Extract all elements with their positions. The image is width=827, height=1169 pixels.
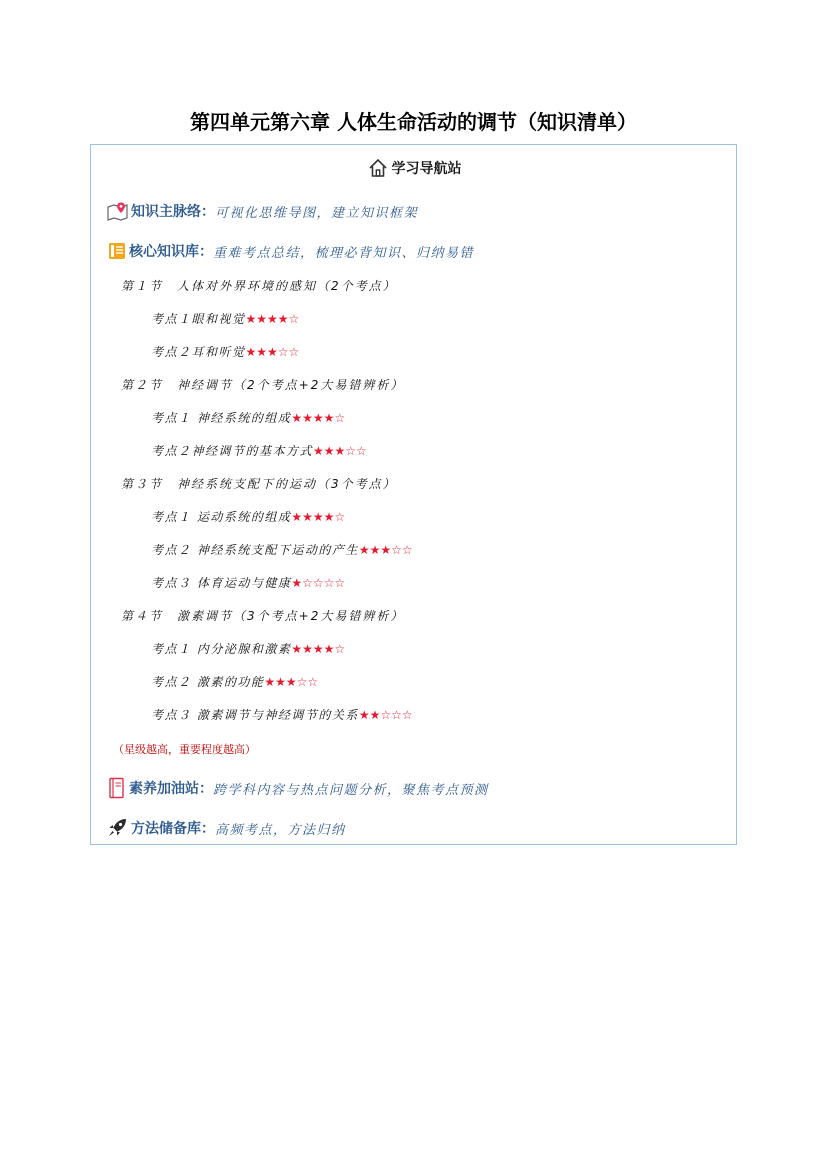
knowledge-point (151, 343, 299, 360)
knowledge-point (151, 574, 345, 591)
star-rating: ★★★★☆ (291, 641, 346, 656)
star-rating: ★★★☆☆ (245, 344, 300, 359)
star-rating: ★★☆☆☆ (358, 707, 413, 722)
knowledge-point (151, 409, 345, 426)
chapter-title: 第２节 神经调节（2个考点+2大易错辨析） (121, 378, 405, 392)
study-nav-box (90, 144, 737, 845)
section-map-desc: 可视化思维导图，建立知识框架 (215, 205, 419, 221)
nav-title: 学习导航站 (391, 161, 462, 177)
section-map-label: 知识主脉络： (131, 204, 215, 220)
point-name: 考点２耳和听觉 (151, 345, 246, 359)
chapter-title: 第１节 人体对外界环境的感知（2个考点） (121, 279, 397, 293)
point-name: 考点１ 内分泌腺和激素 (151, 642, 292, 656)
star-rating: ★★★★☆ (291, 410, 346, 425)
star-note-text: （星级越高，重要程度越高） (113, 743, 256, 756)
rocket-icon (107, 818, 129, 838)
nav-header (91, 155, 738, 181)
point-name: 考点１眼和视觉 (151, 312, 246, 326)
knowledge-point (151, 706, 413, 723)
section-method (107, 818, 346, 838)
page-title: 第四单元第六章 人体生命活动的调节（知识清单） (190, 110, 637, 134)
notebook-icon (107, 777, 127, 799)
point-name: 考点２ 神经系统支配下运动的产生 (151, 543, 359, 557)
knowledge-point (151, 310, 299, 327)
chapter-title: 第４节 激素调节（3个考点+2大易错辨析） (121, 609, 405, 623)
knowledge-point (151, 442, 367, 459)
chapter-2-title (121, 376, 404, 393)
point-name: 考点２ 激素的功能 (151, 675, 265, 689)
knowledge-point (151, 673, 318, 690)
point-name: 考点３ 激素调节与神经调节的关系 (151, 708, 359, 722)
section-method-desc: 高频考点，方法归纳 (215, 822, 346, 838)
section-core-label: 核心知识库： (129, 244, 213, 260)
book-icon (107, 241, 127, 261)
point-name: 考点２神经调节的基本方式 (151, 444, 314, 458)
knowledge-point (151, 508, 345, 525)
star-rating: ★☆☆☆☆ (291, 575, 346, 590)
point-name: 考点１ 神经系统的组成 (151, 411, 292, 425)
section-map (107, 201, 418, 221)
map-pin-icon (107, 201, 129, 221)
home-icon (368, 158, 390, 178)
section-literacy-desc: 跨学科内容与热点问题分析，聚焦考点预测 (213, 782, 489, 798)
star-rating: ★★★☆☆ (264, 674, 319, 689)
point-name: 考点１ 运动系统的组成 (151, 510, 292, 524)
star-rating: ★★★★☆ (245, 311, 300, 326)
chapter-3-title (121, 475, 397, 492)
star-rating: ★★★☆☆ (313, 443, 367, 458)
knowledge-point (151, 640, 345, 657)
chapter-title: 第３节 神经系统支配下的运动（3个考点） (121, 477, 397, 491)
chapter-4-title (121, 607, 404, 624)
section-literacy (107, 777, 489, 799)
section-core (107, 241, 474, 261)
point-name: 考点３ 体育运动与健康 (151, 576, 292, 590)
star-rating: ★★★☆☆ (358, 542, 413, 557)
chapter-1-title (121, 277, 397, 294)
section-method-label: 方法储备库： (131, 821, 215, 837)
knowledge-point (151, 541, 413, 558)
section-literacy-label: 素养加油站： (129, 781, 213, 797)
section-core-desc: 重难考点总结，梳理必背知识、归纳易错 (213, 245, 475, 261)
star-note (113, 741, 256, 757)
star-rating: ★★★★☆ (291, 509, 346, 524)
